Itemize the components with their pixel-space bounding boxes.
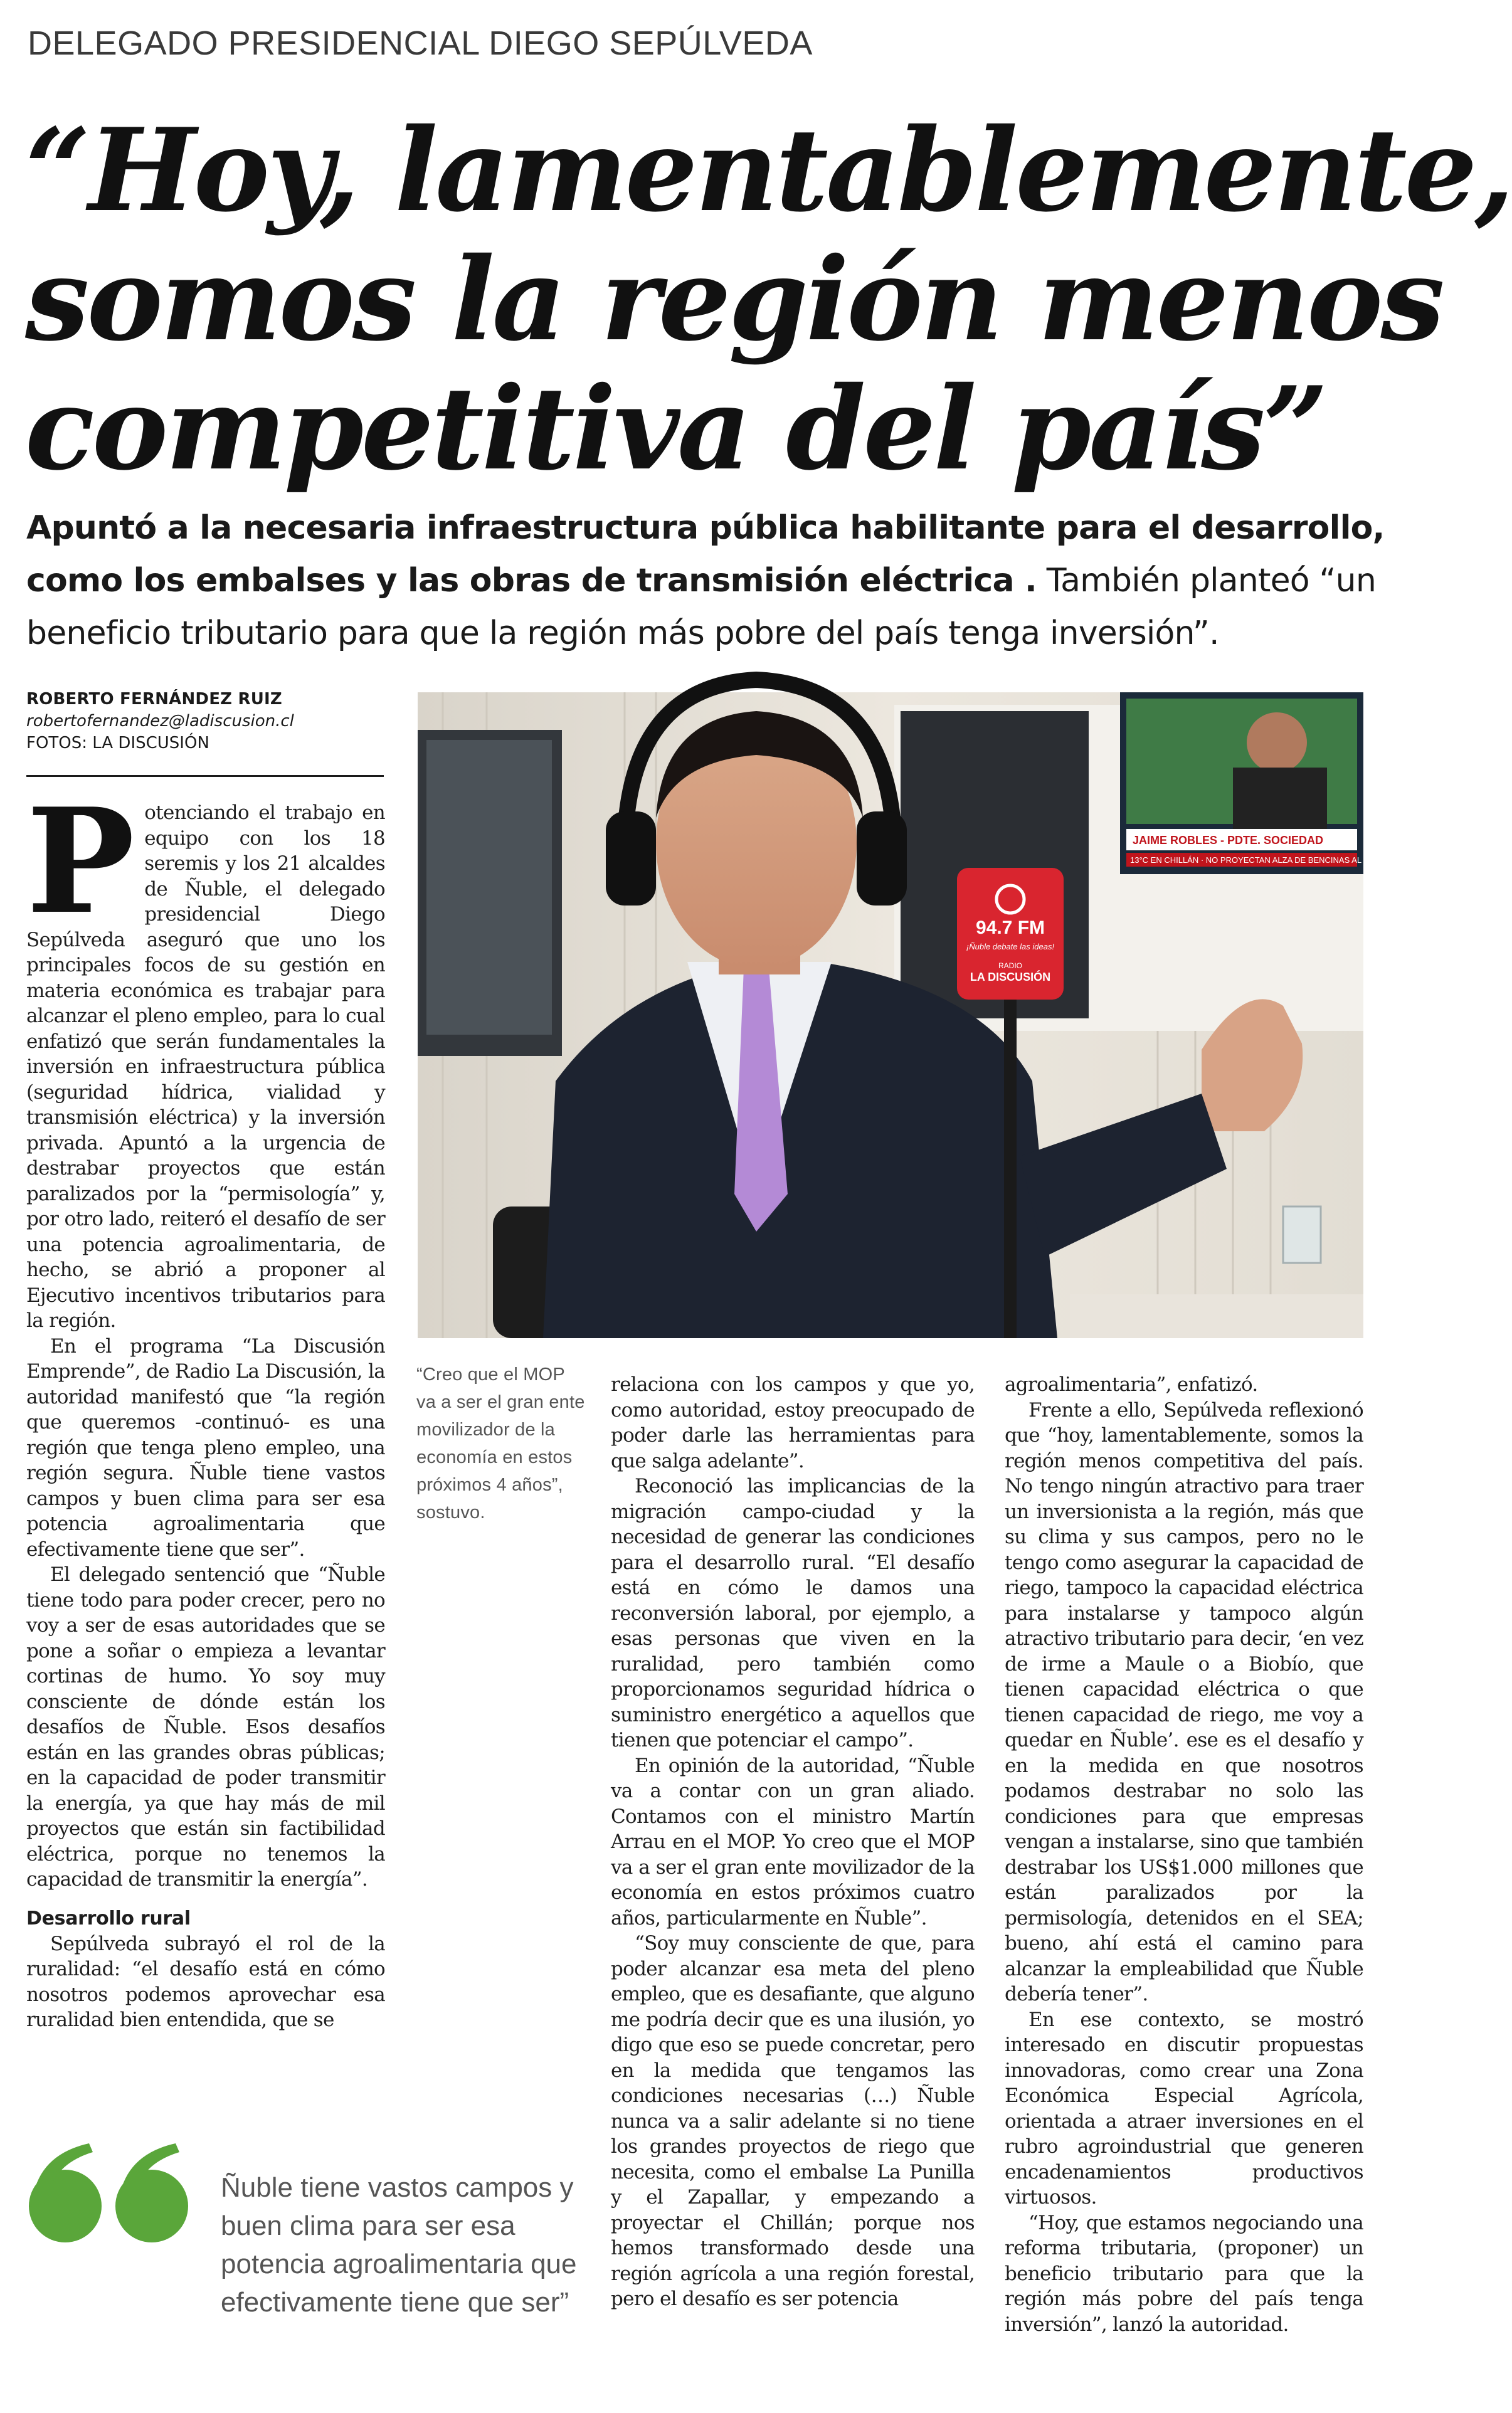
mic-small-label: RADIO [998,961,1023,970]
headline-line: competitiva del país” [25,361,1326,495]
body-paragraph: Sepúlveda subrayó el rol de la ruralidad: “el desafío está en cómo nosotros podemos aprovechar esa ruralidad bien entendida, que se [26,1932,385,2031]
tv-lower-third-text: JAIME ROBLES - PDTE. SOCIEDAD [1133,834,1324,847]
article-photo [418,692,1457,1338]
mic-brand: LA DISCUSIÓN [970,971,1051,983]
deck-line [26,502,1385,554]
kicker: DELEGADO PRESIDENCIAL DIEGO SEPÚLVEDA [28,24,813,62]
article-column-1 [26,777,385,2033]
body-paragraph: En el programa “La Discusión Emprende”, de Radio La Discusión, la autoridad manifestó que “la región que queremos -continuó- es una región que tenga pleno empleo, una región segura. Ñuble tiene vastos campos y buen clima para ser esa potencia agroalimentaria que efectivamente tiene que ser”. [26,1334,385,1561]
section-subhead: Desarrollo rural [26,1907,191,1930]
deck-regular-text: También planteó “un [1037,562,1376,599]
body-paragraph: Reconoció las implicancias de la migración campo-ciudad y la necesidad de generar las condiciones para el desarrollo rural. “El desafío está en cómo le damos una reconversión laboral, por ejemplo, a esas personas que viven en la ruralidad, pero también como proporcionamos seguridad hídrica o suministro energético a aquellos que tienen que potenciar el campo”. [611,1475,975,1751]
tv-person-head [1247,712,1307,773]
body-paragraph: En ese contexto, se mostró interesado en discutir propuestas innovadoras, como crear una Zona Económica Especial Agrícola, orientada a atraer inversiones en el rubro agroindustrial que generen encadenamientos productivos virtuosos. [1005,2008,1363,2209]
water-glass [1283,1206,1321,1263]
headline-line: somos la región menos [25,232,1442,366]
deck-subheadline [26,502,1385,660]
article-column-3 [1005,1372,1363,2337]
studio-desk [1070,1294,1363,1338]
lead-paragraph [26,777,385,1334]
byline [26,689,390,754]
body-paragraph: Frente a ello, Sepúlveda reflexionó que “hoy, lamentablemente, somos la región menos competitiva del país. No tengo ningún atractivo para traer un inversionista a la región, más que su clima y sus campos, pero no le tengo como asegurar la capacidad de riego, tampoco la capacidad eléctrica para instalarse y tampoco algún atractivo tributario para decir, ‘en vez de irme a Maule o a Biobío, que tienen capacidad eléctrica o que tienen capacidad de riego, me voy a quedar en Ñuble’. ese es el desafío y en la medida en que nosotros podamos destrabar no solo las condiciones para que empresas vengan a instalarse, sino que también destrabar los US$1.000 millones que están paralizados por la permisología, detenidos en el SEA; bueno, ahí está el camino para alcanzar la empleabilidad que Ñuble debería tener”. [1005,1398,1363,2005]
deck-line: beneficio tributario para que la región más pobre del país tenga inversión”. [26,615,1219,652]
body-paragraph: relaciona con los campos y que yo, como autoridad, estoy preocupado de poder darle las herramientas para que salga adelante”. [611,1373,975,1472]
deck-bold-text: como los embalses y las obras de transmisión eléctrica . [26,562,1037,599]
mic-frequency: 94.7 FM [975,917,1045,938]
lead-paragraph-text: otenciando el trabajo en equipo con los 18 seremis y los 21 alcaldes de Ñuble, el delegado presidencial Diego Sepúlveda aseguró que uno los principales focos de su gestión en materia económica es trabajar para alcanzar el pleno empleo, para lo cual enfatizó que serán fundamentales la inversión en infraestructura pública (seguridad hídrica, vialidad y transmisión eléctrica) y la inversión privada. Apuntó a la urgencia de destrabar proyectos que están paralizados por la “permisología” y, por otro lado, reiteró el desafío de ser una potencia agroalimentaria, de hecho, se abrió a proponer al Ejecutivo incentivos tributarios para la región. [26,801,385,1332]
headline [25,103,1512,495]
photo-caption: “Creo que el MOP va a ser el gran ente movilizador de la economía en estos próximos 4 años”, sostuvo. [416,1365,585,1523]
mic-stand [1004,1000,1017,1338]
interview-photo-illustration [418,692,1457,1338]
article-column-2 [611,1372,975,2312]
tv-ticker-text: 13°C EN CHILLÁN · NO PROYECTAN ALZA DE BENCINAS AL 50% EN EL PRECIO DEL [1130,855,1457,865]
deck-bold-text: Apuntó a la necesaria infraestructura pública habilitante para el desarrollo, [26,509,1385,547]
photo-credit: FOTOS: LA DISCUSIÓN [26,734,209,752]
body-paragraph: agroalimentaria”, enfatizó. [1005,1373,1258,1396]
headline-line: “Hoy, lamentablemente, [25,103,1512,237]
author-email: robertofernandez@ladiscusion.cl [26,712,294,731]
headphone-left [606,811,656,906]
mic-slogan: ¡Ñuble debate las ideas! [966,942,1055,951]
quote-marks-icon [26,2143,196,2253]
deck-line [26,554,1375,607]
drop-cap: P [26,777,135,946]
body-paragraph: “Soy muy consciente de que, para poder alcanzar esa meta del pleno empleo, que es desafiante, que alguno me podría decir que es una ilusión, yo digo que eso se puede concretar, pero en la medida que tengamos las condiciones necesarias (…) Ñuble nunca va a salir adelante si no tiene los grandes proyectos de riego que necesita, como el embalse La Punilla y el Zapallar, y empezando a proyectar el Chillán; porque nos hemos transformado desde una región agrícola a una región forestal, pero el desafío es ser potencia [611,1932,975,2310]
pull-quote: Ñuble tiene vastos campos y buen clima para ser esa potencia agroalimentaria que efectivamente tiene que ser” [221,2172,577,2318]
body-paragraph: “Hoy, que estamos negociando una reforma tributaria, (proponer) un beneficio tributario para que la región más pobre del país tenga inversión”, lanzó la autoridad. [1005,2211,1363,2336]
headphone-right [857,811,907,906]
tv-person-body [1233,768,1327,830]
author-name: ROBERTO FERNÁNDEZ RUIZ [26,690,282,709]
window-glass [426,740,552,1035]
body-paragraph: El delegado sentenció que “Ñuble tiene todo para poder crecer, pero no voy a ser de esas autoridades que se pone a soñar o empieza a levantar cortinas de humo. Yo soy muy consciente de dónde están los desafíos de Ñuble. Esos desafíos están en las grandes obras públicas; en la capacidad de poder transmitir la energía, ya que hay más de mil proyectos que están sin factibilidad eléctrica, porque no tenemos la capacidad de transmitir la energía”. [26,1563,385,1891]
body-paragraph: En opinión de la autoridad, “Ñuble va a contar con un gran aliado. Contamos con el ministro Martín Arrau en el MOP. Yo creo que el MOP va a ser el gran ente movilizador de la economía en estos próximos cuatro años, particularmente en Ñuble”. [611,1754,975,1930]
